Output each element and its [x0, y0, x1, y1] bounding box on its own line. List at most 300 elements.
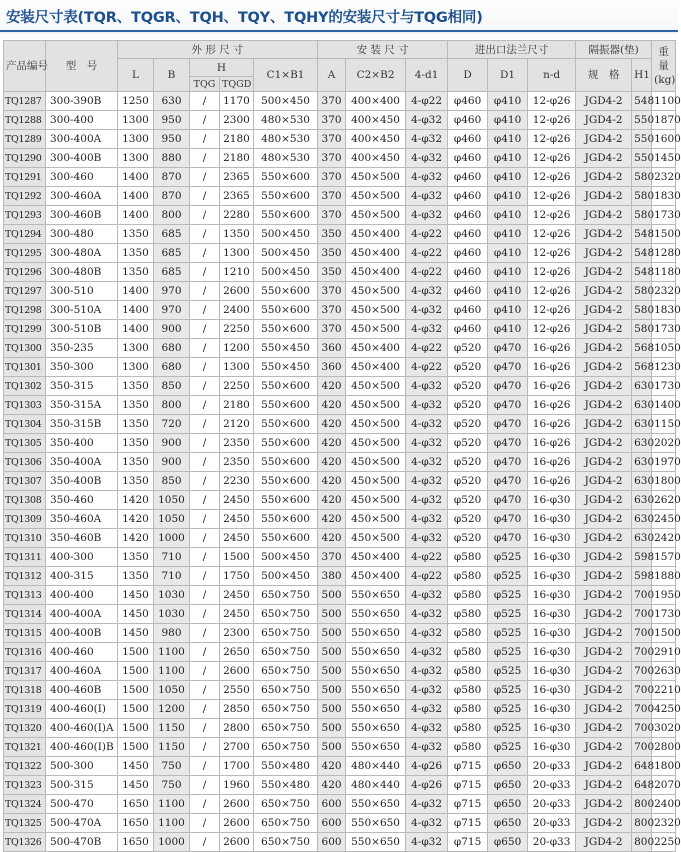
cell-dim-C1B1: 480×530	[254, 130, 318, 149]
cell-isolator-H1: 630	[632, 377, 652, 396]
cell-product-code: TQ1306	[4, 453, 46, 472]
table-row	[4, 681, 676, 700]
cell-weight: 1730	[652, 206, 676, 225]
cell-isolator-spec: JGD4-2	[576, 491, 632, 510]
cell-dim-L: 1420	[118, 529, 154, 548]
cell-flange-n-d: 16-φ26	[528, 472, 576, 491]
cell-dim-H-tqg: /	[190, 282, 220, 301]
cell-isolator-H1: 580	[632, 320, 652, 339]
cell-dim-L: 1450	[118, 605, 154, 624]
cell-dim-L: 1420	[118, 491, 154, 510]
cell-dim-A: 500	[318, 586, 346, 605]
cell-dim-A: 420	[318, 396, 346, 415]
cell-flange-D1: φ410	[488, 92, 528, 111]
cell-dim-4-d1: 4-φ32	[406, 510, 448, 529]
cell-dim-C2B2: 450×500	[346, 396, 406, 415]
cell-flange-n-d: 16-φ26	[528, 415, 576, 434]
cell-dim-B: 800	[154, 396, 190, 415]
cell-flange-D: φ520	[448, 339, 488, 358]
cell-dim-H-tqg: /	[190, 662, 220, 681]
cell-dim-L: 1650	[118, 833, 154, 852]
cell-dim-4-d1: 4-φ32	[406, 700, 448, 719]
cell-dim-C2B2: 550×650	[346, 662, 406, 681]
cell-dim-C2B2: 400×450	[346, 149, 406, 168]
cell-dim-L: 1420	[118, 510, 154, 529]
cell-dim-B: 685	[154, 263, 190, 282]
cell-dim-H-tqgd: 2180	[220, 149, 254, 168]
cell-dim-A: 420	[318, 377, 346, 396]
cell-flange-D: φ520	[448, 415, 488, 434]
cell-dim-4-d1: 4-φ32	[406, 149, 448, 168]
cell-model: 350-400	[46, 434, 118, 453]
cell-isolator-H1: 598	[632, 567, 652, 586]
cell-dim-H-tqg: /	[190, 358, 220, 377]
table-row	[4, 225, 676, 244]
cell-flange-D1: φ650	[488, 814, 528, 833]
cell-dim-B: 710	[154, 548, 190, 567]
cell-isolator-spec: JGD4-2	[576, 776, 632, 795]
cell-dim-A: 420	[318, 757, 346, 776]
cell-flange-D1: φ525	[488, 681, 528, 700]
cell-product-code: TQ1296	[4, 263, 46, 282]
cell-flange-D1: φ410	[488, 225, 528, 244]
cell-flange-n-d: 16-φ30	[528, 529, 576, 548]
cell-model: 400-460A	[46, 662, 118, 681]
cell-dim-H-tqgd: 2850	[220, 700, 254, 719]
cell-weight: 1150	[652, 415, 676, 434]
cell-dim-B: 950	[154, 111, 190, 130]
header-spec: 规 格	[576, 59, 632, 92]
cell-weight: 2320	[652, 814, 676, 833]
cell-product-code: TQ1300	[4, 339, 46, 358]
cell-dim-C2B2: 450×500	[346, 434, 406, 453]
cell-dim-4-d1: 4-φ32	[406, 396, 448, 415]
cell-dim-H-tqg: /	[190, 320, 220, 339]
cell-dim-4-d1: 4-φ32	[406, 833, 448, 852]
cell-isolator-H1: 550	[632, 111, 652, 130]
cell-dim-A: 380	[318, 567, 346, 586]
title-underline	[0, 30, 678, 32]
cell-dim-A: 370	[318, 206, 346, 225]
table-row	[4, 624, 676, 643]
cell-dim-4-d1: 4-φ32	[406, 206, 448, 225]
cell-dim-C1B1: 650×750	[254, 624, 318, 643]
cell-flange-D1: φ410	[488, 130, 528, 149]
cell-dim-B: 850	[154, 377, 190, 396]
cell-flange-D: φ580	[448, 605, 488, 624]
cell-dim-A: 370	[318, 92, 346, 111]
cell-isolator-H1: 580	[632, 187, 652, 206]
cell-dim-4-d1: 4-φ32	[406, 795, 448, 814]
cell-product-code: TQ1307	[4, 472, 46, 491]
cell-product-code: TQ1318	[4, 681, 46, 700]
cell-flange-D: φ580	[448, 548, 488, 567]
table-row	[4, 738, 676, 757]
cell-weight: 1830	[652, 187, 676, 206]
cell-isolator-spec: JGD4-2	[576, 111, 632, 130]
table-row	[4, 529, 676, 548]
cell-dim-B: 870	[154, 187, 190, 206]
cell-flange-D1: φ525	[488, 643, 528, 662]
cell-dim-L: 1650	[118, 814, 154, 833]
cell-product-code: TQ1308	[4, 491, 46, 510]
cell-flange-D: φ715	[448, 814, 488, 833]
cell-isolator-H1: 548	[632, 92, 652, 111]
cell-dim-H-tqg: /	[190, 624, 220, 643]
cell-product-code: TQ1294	[4, 225, 46, 244]
cell-dim-4-d1: 4-φ22	[406, 225, 448, 244]
cell-dim-C1B1: 650×750	[254, 586, 318, 605]
cell-flange-n-d: 16-φ30	[528, 567, 576, 586]
table-row	[4, 491, 676, 510]
cell-flange-D1: φ410	[488, 111, 528, 130]
cell-dim-H-tqg: /	[190, 396, 220, 415]
cell-model: 300-480A	[46, 244, 118, 263]
cell-flange-D1: φ470	[488, 377, 528, 396]
cell-dim-H-tqgd: 2550	[220, 681, 254, 700]
cell-model: 300-390B	[46, 92, 118, 111]
cell-dim-4-d1: 4-φ32	[406, 301, 448, 320]
cell-isolator-H1: 548	[632, 225, 652, 244]
cell-model: 350-315	[46, 377, 118, 396]
cell-weight: 3020	[652, 719, 676, 738]
cell-dim-B: 630	[154, 92, 190, 111]
cell-dim-A: 420	[318, 776, 346, 795]
cell-dim-H-tqg: /	[190, 206, 220, 225]
cell-dim-B: 680	[154, 358, 190, 377]
cell-flange-D1: φ470	[488, 339, 528, 358]
cell-flange-n-d: 12-φ26	[528, 225, 576, 244]
cell-dim-A: 350	[318, 263, 346, 282]
cell-dim-A: 500	[318, 681, 346, 700]
table-row	[4, 301, 676, 320]
header-code: 产品编号	[4, 41, 46, 92]
cell-dim-B: 900	[154, 320, 190, 339]
cell-flange-n-d: 12-φ26	[528, 92, 576, 111]
cell-model: 300-400	[46, 111, 118, 130]
cell-weight: 2620	[652, 491, 676, 510]
cell-dim-B: 1150	[154, 738, 190, 757]
header-D: D	[448, 59, 488, 92]
cell-flange-n-d: 16-φ30	[528, 491, 576, 510]
cell-dim-L: 1400	[118, 168, 154, 187]
cell-dim-4-d1: 4-φ32	[406, 111, 448, 130]
cell-dim-C1B1: 550×480	[254, 776, 318, 795]
cell-dim-4-d1: 4-φ22	[406, 263, 448, 282]
cell-dim-L: 1450	[118, 624, 154, 643]
cell-dim-4-d1: 4-φ32	[406, 453, 448, 472]
cell-weight: 2800	[652, 738, 676, 757]
cell-dim-B: 1030	[154, 586, 190, 605]
cell-isolator-H1: 580	[632, 282, 652, 301]
cell-flange-D: φ520	[448, 491, 488, 510]
cell-dim-C1B1: 550×600	[254, 453, 318, 472]
cell-flange-D: φ580	[448, 700, 488, 719]
table-row	[4, 833, 676, 852]
cell-dim-B: 850	[154, 472, 190, 491]
cell-model: 400-400A	[46, 605, 118, 624]
cell-dim-A: 600	[318, 814, 346, 833]
cell-dim-B: 750	[154, 757, 190, 776]
cell-model: 300-480	[46, 225, 118, 244]
cell-dim-B: 1100	[154, 814, 190, 833]
cell-dim-B: 900	[154, 453, 190, 472]
cell-dim-B: 720	[154, 415, 190, 434]
table-row	[4, 776, 676, 795]
cell-dim-B: 1050	[154, 510, 190, 529]
cell-dim-A: 420	[318, 453, 346, 472]
cell-dim-B: 1000	[154, 529, 190, 548]
cell-dim-H-tqg: /	[190, 263, 220, 282]
cell-isolator-H1: 550	[632, 130, 652, 149]
cell-dim-4-d1: 4-φ32	[406, 605, 448, 624]
cell-flange-n-d: 16-φ30	[528, 681, 576, 700]
page-title: 安装尺寸表(TQR、TQGR、TQH、TQY、TQHY的安装尺寸与TQG相同)	[6, 10, 483, 26]
table-row	[4, 586, 676, 605]
cell-dim-C2B2: 450×500	[346, 472, 406, 491]
cell-flange-n-d: 16-φ26	[528, 453, 576, 472]
cell-dim-C1B1: 650×750	[254, 681, 318, 700]
cell-flange-D: φ520	[448, 358, 488, 377]
cell-dim-C1B1: 650×750	[254, 738, 318, 757]
cell-dim-4-d1: 4-φ32	[406, 415, 448, 434]
cell-dim-C1B1: 480×530	[254, 111, 318, 130]
cell-isolator-spec: JGD4-2	[576, 187, 632, 206]
header-C2B2: C2×B2	[346, 59, 406, 92]
cell-dim-H-tqg: /	[190, 510, 220, 529]
cell-flange-D: φ460	[448, 206, 488, 225]
cell-dim-L: 1350	[118, 453, 154, 472]
cell-flange-n-d: 16-φ30	[528, 624, 576, 643]
cell-dim-C1B1: 550×450	[254, 358, 318, 377]
cell-isolator-spec: JGD4-2	[576, 757, 632, 776]
cell-product-code: TQ1322	[4, 757, 46, 776]
cell-dim-C1B1: 550×600	[254, 320, 318, 339]
cell-dim-H-tqgd: 2450	[220, 586, 254, 605]
cell-flange-n-d: 16-φ30	[528, 586, 576, 605]
cell-flange-D1: φ650	[488, 833, 528, 852]
cell-flange-n-d: 16-φ26	[528, 434, 576, 453]
cell-dim-H-tqgd: 2450	[220, 491, 254, 510]
cell-weight: 1830	[652, 301, 676, 320]
cell-flange-D: φ715	[448, 776, 488, 795]
cell-dim-H-tqg: /	[190, 548, 220, 567]
cell-flange-D1: φ525	[488, 738, 528, 757]
cell-isolator-H1: 700	[632, 719, 652, 738]
cell-dim-C1B1: 550×600	[254, 187, 318, 206]
cell-isolator-H1: 630	[632, 415, 652, 434]
cell-dim-L: 1300	[118, 358, 154, 377]
cell-dim-H-tqgd: 1500	[220, 548, 254, 567]
cell-dim-A: 600	[318, 833, 346, 852]
cell-flange-D1: φ470	[488, 529, 528, 548]
cell-flange-D1: φ525	[488, 624, 528, 643]
cell-dim-L: 1350	[118, 434, 154, 453]
cell-flange-n-d: 16-φ26	[528, 339, 576, 358]
cell-isolator-spec: JGD4-2	[576, 586, 632, 605]
cell-flange-D: φ520	[448, 510, 488, 529]
cell-model: 300-460A	[46, 187, 118, 206]
cell-weight: 1500	[652, 624, 676, 643]
cell-dim-A: 350	[318, 244, 346, 263]
cell-dim-H-tqg: /	[190, 776, 220, 795]
cell-isolator-spec: JGD4-2	[576, 206, 632, 225]
cell-dim-H-tqg: /	[190, 586, 220, 605]
cell-isolator-spec: JGD4-2	[576, 244, 632, 263]
cell-dim-H-tqgd: 2600	[220, 662, 254, 681]
cell-isolator-spec: JGD4-2	[576, 149, 632, 168]
cell-flange-D1: φ470	[488, 415, 528, 434]
cell-dim-B: 680	[154, 339, 190, 358]
cell-dim-H-tqgd: 1350	[220, 225, 254, 244]
table-row	[4, 814, 676, 833]
cell-flange-n-d: 20-φ33	[528, 833, 576, 852]
cell-weight: 2020	[652, 434, 676, 453]
cell-dim-L: 1300	[118, 339, 154, 358]
cell-isolator-spec: JGD4-2	[576, 472, 632, 491]
cell-dim-4-d1: 4-φ32	[406, 187, 448, 206]
cell-product-code: TQ1298	[4, 301, 46, 320]
cell-dim-H-tqg: /	[190, 567, 220, 586]
cell-dim-H-tqgd: 2365	[220, 168, 254, 187]
cell-isolator-spec: JGD4-2	[576, 567, 632, 586]
cell-model: 300-400A	[46, 130, 118, 149]
cell-product-code: TQ1297	[4, 282, 46, 301]
cell-isolator-spec: JGD4-2	[576, 814, 632, 833]
cell-isolator-H1: 700	[632, 700, 652, 719]
cell-weight: 2320	[652, 282, 676, 301]
cell-flange-D1: φ470	[488, 358, 528, 377]
table-row	[4, 719, 676, 738]
cell-isolator-spec: JGD4-2	[576, 681, 632, 700]
cell-product-code: TQ1312	[4, 567, 46, 586]
cell-dim-A: 420	[318, 510, 346, 529]
cell-dim-L: 1300	[118, 111, 154, 130]
cell-isolator-spec: JGD4-2	[576, 605, 632, 624]
cell-dim-C2B2: 450×500	[346, 491, 406, 510]
cell-flange-D1: φ470	[488, 472, 528, 491]
table-row	[4, 149, 676, 168]
cell-dim-C2B2: 450×500	[346, 320, 406, 339]
cell-dim-H-tqgd: 2250	[220, 377, 254, 396]
cell-dim-H-tqg: /	[190, 377, 220, 396]
cell-flange-n-d: 12-φ26	[528, 149, 576, 168]
table-row	[4, 510, 676, 529]
cell-flange-D: φ520	[448, 434, 488, 453]
cell-dim-L: 1400	[118, 187, 154, 206]
cell-dim-C1B1: 550×600	[254, 529, 318, 548]
cell-dim-4-d1: 4-φ32	[406, 472, 448, 491]
cell-dim-B: 1200	[154, 700, 190, 719]
cell-dim-L: 1400	[118, 301, 154, 320]
cell-dim-C2B2: 550×650	[346, 719, 406, 738]
table-row	[4, 453, 676, 472]
cell-flange-D1: φ525	[488, 548, 528, 567]
cell-isolator-spec: JGD4-2	[576, 225, 632, 244]
cell-dim-C1B1: 500×450	[254, 225, 318, 244]
header-H: H	[190, 59, 254, 77]
cell-dim-H-tqgd: 1960	[220, 776, 254, 795]
cell-isolator-spec: JGD4-2	[576, 396, 632, 415]
cell-dim-H-tqgd: 2600	[220, 795, 254, 814]
cell-isolator-spec: JGD4-2	[576, 320, 632, 339]
cell-dim-H-tqg: /	[190, 244, 220, 263]
cell-flange-D: φ460	[448, 168, 488, 187]
cell-product-code: TQ1288	[4, 111, 46, 130]
cell-dim-C2B2: 450×500	[346, 187, 406, 206]
cell-dim-C1B1: 550×600	[254, 206, 318, 225]
cell-flange-D: φ580	[448, 567, 488, 586]
cell-dim-H-tqg: /	[190, 415, 220, 434]
cell-dim-4-d1: 4-φ32	[406, 624, 448, 643]
cell-model: 400-460(I)B	[46, 738, 118, 757]
cell-dim-C2B2: 450×500	[346, 510, 406, 529]
cell-flange-D: φ460	[448, 111, 488, 130]
cell-model: 400-400	[46, 586, 118, 605]
cell-dim-B: 970	[154, 282, 190, 301]
cell-dim-A: 420	[318, 434, 346, 453]
cell-dim-B: 950	[154, 130, 190, 149]
cell-isolator-H1: 548	[632, 263, 652, 282]
cell-model: 500-470	[46, 795, 118, 814]
cell-dim-B: 970	[154, 301, 190, 320]
cell-dim-C1B1: 500×450	[254, 244, 318, 263]
cell-dim-H-tqgd: 1700	[220, 757, 254, 776]
cell-model: 300-510	[46, 282, 118, 301]
cell-dim-4-d1: 4-φ32	[406, 320, 448, 339]
cell-dim-C1B1: 650×750	[254, 795, 318, 814]
cell-dim-H-tqg: /	[190, 643, 220, 662]
cell-product-code: TQ1287	[4, 92, 46, 111]
cell-dim-H-tqg: /	[190, 339, 220, 358]
cell-dim-C1B1: 500×450	[254, 92, 318, 111]
cell-dim-H-tqgd: 1750	[220, 567, 254, 586]
cell-dim-B: 1050	[154, 491, 190, 510]
cell-product-code: TQ1315	[4, 624, 46, 643]
cell-dim-A: 500	[318, 738, 346, 757]
cell-isolator-H1: 630	[632, 396, 652, 415]
cell-isolator-spec: JGD4-2	[576, 510, 632, 529]
table-row	[4, 168, 676, 187]
cell-flange-D: φ715	[448, 795, 488, 814]
header-B: B	[154, 59, 190, 92]
cell-isolator-H1: 580	[632, 301, 652, 320]
cell-dim-4-d1: 4-φ32	[406, 529, 448, 548]
cell-model: 400-460B	[46, 681, 118, 700]
cell-dim-C1B1: 480×530	[254, 149, 318, 168]
cell-flange-D: φ460	[448, 301, 488, 320]
header-install-dimensions: 安 装 尺 寸	[318, 41, 448, 59]
cell-dim-4-d1: 4-φ32	[406, 681, 448, 700]
cell-isolator-H1: 700	[632, 681, 652, 700]
cell-dim-4-d1: 4-φ22	[406, 548, 448, 567]
cell-isolator-H1: 630	[632, 434, 652, 453]
cell-dim-C1B1: 550×600	[254, 301, 318, 320]
cell-product-code: TQ1325	[4, 814, 46, 833]
cell-dim-C2B2: 550×650	[346, 586, 406, 605]
cell-flange-n-d: 12-φ26	[528, 168, 576, 187]
cell-product-code: TQ1309	[4, 510, 46, 529]
cell-flange-n-d: 16-φ30	[528, 719, 576, 738]
cell-model: 350-460	[46, 491, 118, 510]
cell-isolator-spec: JGD4-2	[576, 738, 632, 757]
cell-flange-n-d: 16-φ26	[528, 396, 576, 415]
cell-flange-D1: φ410	[488, 206, 528, 225]
cell-isolator-spec: JGD4-2	[576, 130, 632, 149]
cell-product-code: TQ1303	[4, 396, 46, 415]
cell-isolator-spec: JGD4-2	[576, 548, 632, 567]
header-isolator: 隔振器(垫)	[576, 41, 652, 59]
